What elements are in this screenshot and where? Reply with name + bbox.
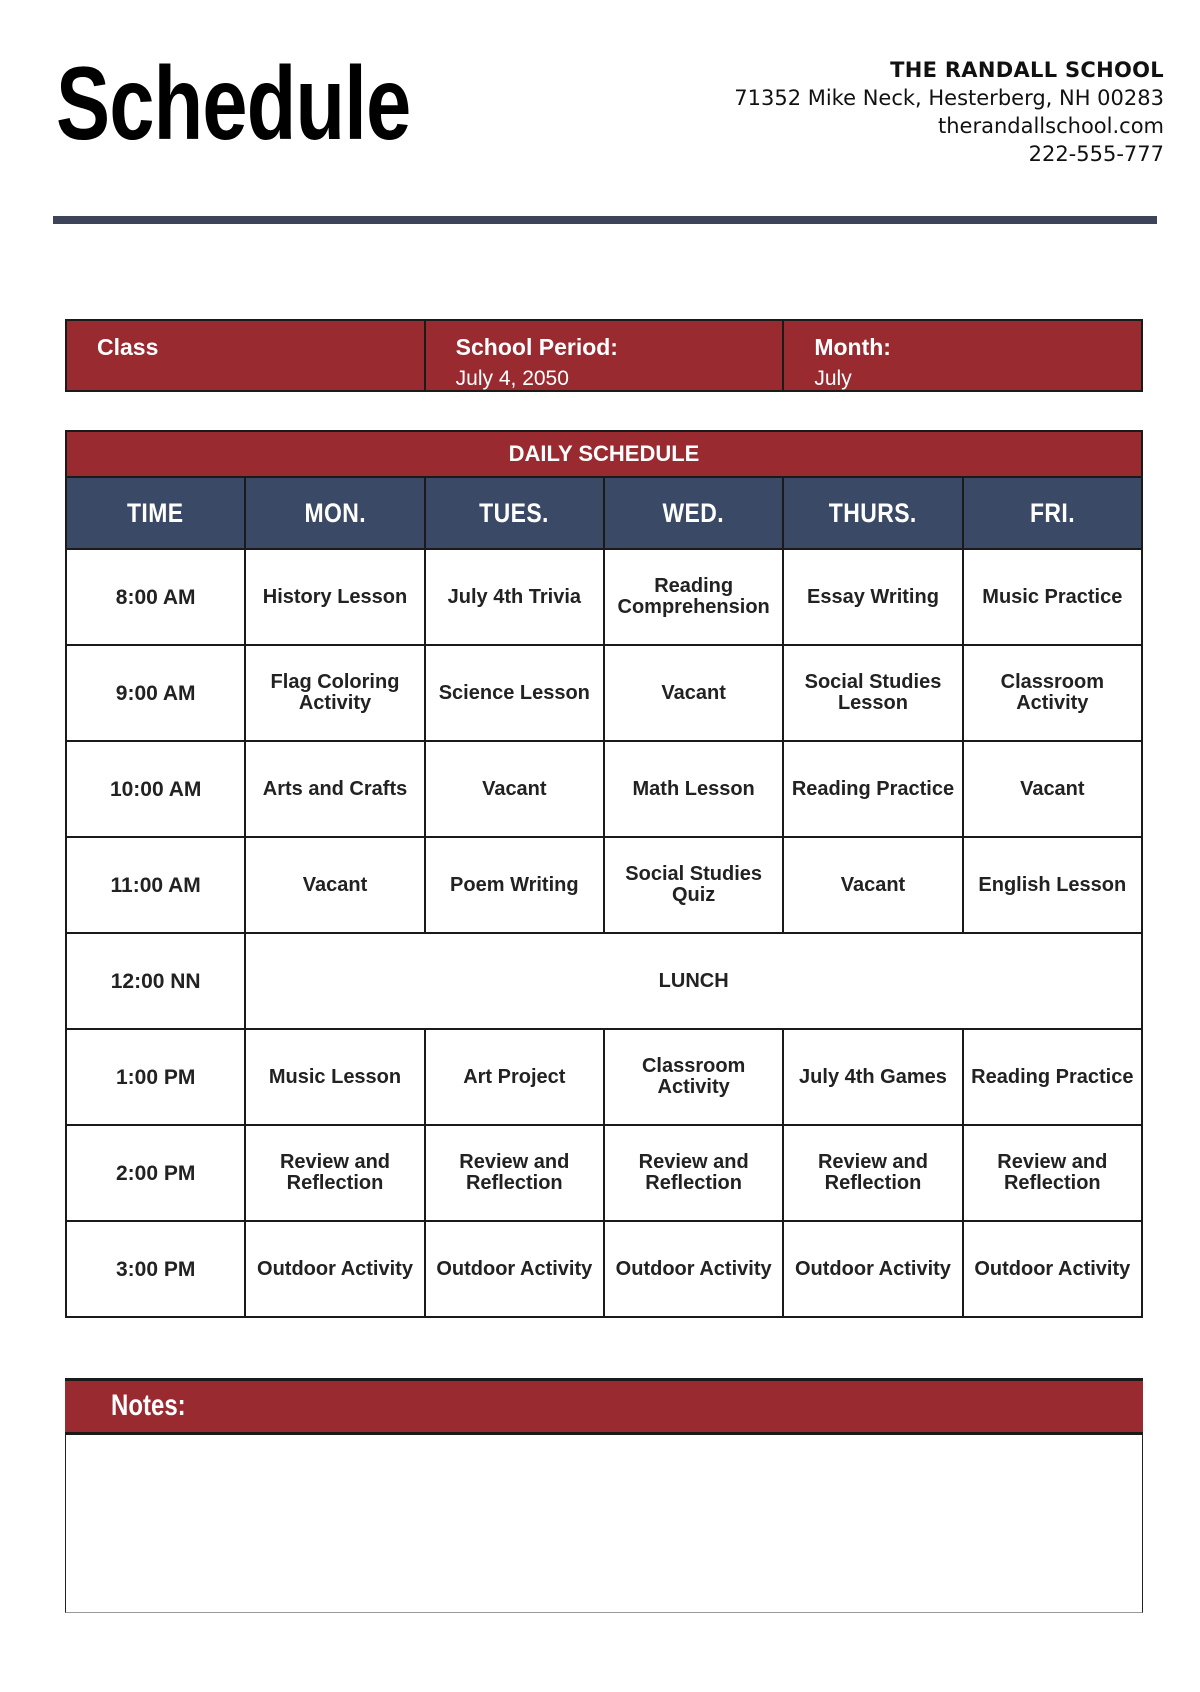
activity-cell: Music Practice	[963, 549, 1142, 645]
time-cell: 11:00 AM	[66, 837, 245, 933]
time-cell: 12:00 NN	[66, 933, 245, 1029]
month-value: July	[814, 367, 852, 390]
activity-cell: Classroom Activity	[604, 1029, 783, 1125]
column-header-label: THURS.	[828, 497, 917, 528]
activity-cell: Review and Reflection	[604, 1125, 783, 1221]
info-bar	[65, 319, 1143, 392]
activity-cell: Math Lesson	[604, 741, 783, 837]
table-row	[66, 1029, 1142, 1125]
table-row	[66, 933, 1142, 1029]
notes-header	[65, 1378, 1143, 1435]
school-info	[734, 56, 1164, 168]
activity-cell: Reading Practice	[963, 1029, 1142, 1125]
activity-cell: Outdoor Activity	[604, 1221, 783, 1317]
activity-cell: Outdoor Activity	[245, 1221, 424, 1317]
time-cell: 3:00 PM	[66, 1221, 245, 1317]
activity-cell: Classroom Activity	[963, 645, 1142, 741]
column-header-thurs	[783, 477, 962, 549]
school-website: therandallschool.com	[938, 114, 1164, 138]
column-header-tues	[425, 477, 604, 549]
activity-cell: Art Project	[425, 1029, 604, 1125]
activity-cell: Vacant	[425, 741, 604, 837]
activity-cell: July 4th Games	[783, 1029, 962, 1125]
table-row	[66, 1125, 1142, 1221]
class-cell	[67, 321, 426, 390]
time-cell: 8:00 AM	[66, 549, 245, 645]
column-header-label: MON.	[304, 497, 366, 528]
activity-cell: Review and Reflection	[783, 1125, 962, 1221]
activity-cell: Arts and Crafts	[245, 741, 424, 837]
activity-cell: Reading Practice	[783, 741, 962, 837]
activity-cell: Review and Reflection	[425, 1125, 604, 1221]
notes-area[interactable]	[65, 1435, 1143, 1613]
activity-cell: Social Studies Quiz	[604, 837, 783, 933]
activity-cell: Review and Reflection	[963, 1125, 1142, 1221]
time-cell: 10:00 AM	[66, 741, 245, 837]
column-header-label: WED.	[662, 497, 725, 528]
notes-label: Notes:	[111, 1389, 186, 1422]
time-cell: 1:00 PM	[66, 1029, 245, 1125]
school-period-label: School Period:	[455, 334, 618, 360]
activity-cell: Poem Writing	[425, 837, 604, 933]
column-header-row	[66, 477, 1142, 549]
activity-cell: Science Lesson	[425, 645, 604, 741]
header-divider	[53, 216, 1157, 224]
activity-cell: Essay Writing	[783, 549, 962, 645]
activity-cell: Reading Comprehension	[604, 549, 783, 645]
activity-cell: Social Studies Lesson	[783, 645, 962, 741]
time-cell: 9:00 AM	[66, 645, 245, 741]
table-row	[66, 837, 1142, 933]
activity-cell: History Lesson	[245, 549, 424, 645]
daily-schedule-table	[65, 430, 1143, 1318]
column-header-mon	[245, 477, 424, 549]
school-name: THE RANDALL SCHOOL	[890, 58, 1164, 82]
table-row	[66, 741, 1142, 837]
column-header-label: FRI.	[1029, 497, 1075, 528]
table-row	[66, 549, 1142, 645]
school-period-value: July 4, 2050	[455, 367, 569, 390]
column-header-label: TUES.	[479, 497, 550, 528]
table-row	[66, 1221, 1142, 1317]
activity-cell: English Lesson	[963, 837, 1142, 933]
page-title: Schedule	[56, 46, 411, 162]
class-label: Class	[97, 334, 159, 360]
school-period-cell	[426, 321, 785, 390]
table-row	[66, 645, 1142, 741]
time-cell: 2:00 PM	[66, 1125, 245, 1221]
column-header-time	[66, 477, 245, 549]
school-address: 71352 Mike Neck, Hesterberg, NH 00283	[734, 86, 1164, 110]
school-phone: 222-555-777	[1028, 142, 1164, 166]
activity-cell: Vacant	[604, 645, 783, 741]
activity-cell: July 4th Trivia	[425, 549, 604, 645]
column-header-fri	[963, 477, 1142, 549]
lunch-cell: LUNCH	[245, 933, 1142, 1029]
activity-cell: Review and Reflection	[245, 1125, 424, 1221]
month-label: Month:	[814, 334, 891, 360]
activity-cell: Music Lesson	[245, 1029, 424, 1125]
month-cell	[784, 321, 1141, 390]
activity-cell: Vacant	[245, 837, 424, 933]
activity-cell: Flag Coloring Activity	[245, 645, 424, 741]
daily-schedule-title: DAILY SCHEDULE	[66, 431, 1142, 477]
activity-cell: Outdoor Activity	[963, 1221, 1142, 1317]
activity-cell: Vacant	[963, 741, 1142, 837]
column-header-label: TIME	[127, 497, 184, 528]
activity-cell: Outdoor Activity	[783, 1221, 962, 1317]
activity-cell: Outdoor Activity	[425, 1221, 604, 1317]
activity-cell: Vacant	[783, 837, 962, 933]
column-header-wed	[604, 477, 783, 549]
